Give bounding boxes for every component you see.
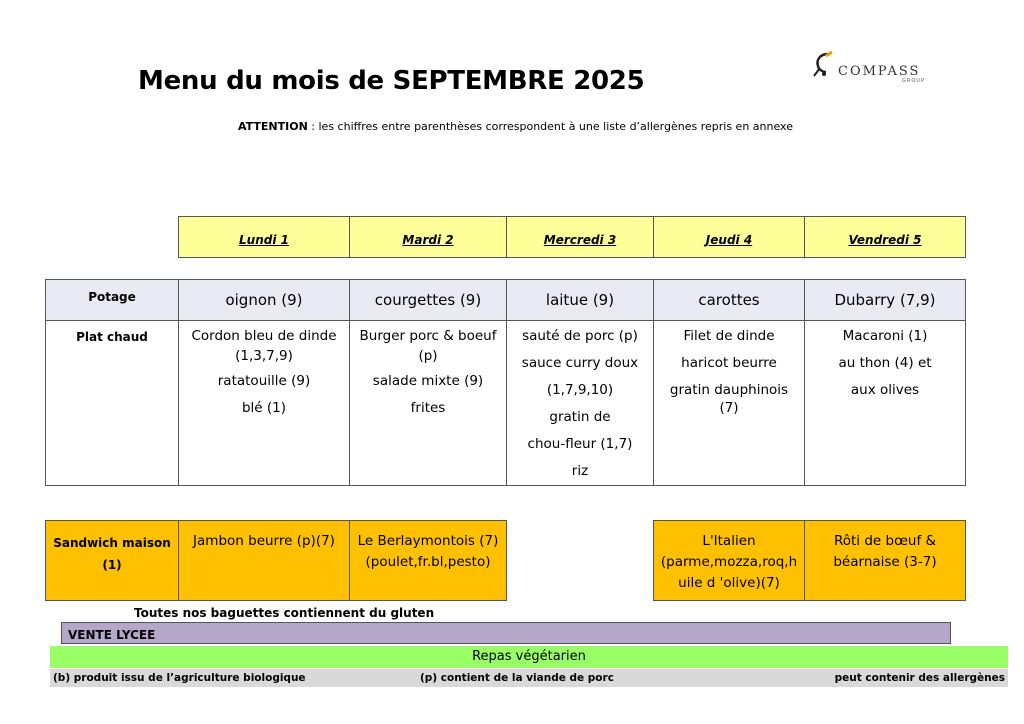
potage-cell-3: laitue (9) bbox=[507, 280, 654, 321]
legend-bar bbox=[50, 669, 1008, 687]
potage-row bbox=[46, 280, 966, 321]
plat-line: Burger porc & boeuf bbox=[359, 328, 497, 344]
plat-line: frites bbox=[410, 400, 446, 416]
sandwich-line: (poulet,fr.bl,pesto) bbox=[365, 554, 491, 570]
plat-line: blé (1) bbox=[241, 400, 287, 416]
plat-line: gratin de bbox=[549, 409, 611, 425]
sandwich-cell-3 bbox=[507, 521, 654, 601]
plat-cell-4 bbox=[654, 321, 805, 486]
sandwich-line: Le Berlaymontois (7) bbox=[357, 533, 499, 549]
plat-line: Macaroni (1) bbox=[842, 328, 928, 344]
attention-note bbox=[238, 120, 793, 133]
plat-line: Cordon bleu de dinde bbox=[191, 328, 337, 344]
sandwich-line: uile d 'olive)(7) bbox=[678, 575, 780, 591]
plat-line: au thon (4) et bbox=[838, 355, 932, 371]
sandwich-row bbox=[46, 521, 966, 601]
potage-label: Potage bbox=[46, 280, 179, 321]
plat-line: chou-fleur (1,7) bbox=[527, 436, 633, 452]
sandwich-label-line: (1) bbox=[102, 558, 122, 572]
gluten-note: Toutes nos baguettes contiennent du gluten bbox=[134, 606, 435, 620]
plat-line: (7) bbox=[719, 400, 739, 416]
vegetarian-bar: Repas végétarien bbox=[50, 646, 1008, 668]
legend-bio: (b) produit issu de l’agriculture biologique bbox=[53, 672, 306, 684]
potage-cell-5: Dubarry (7,9) bbox=[805, 280, 966, 321]
plat-line: Filet de dinde bbox=[683, 328, 775, 344]
sandwich-table bbox=[45, 520, 966, 601]
sandwich-line: (parme,mozza,roq,h bbox=[660, 554, 798, 570]
plat-cell-5 bbox=[805, 321, 966, 486]
legend-allergenes: peut contenir des allergènes bbox=[834, 672, 1005, 684]
potage-cell-2: courgettes (9) bbox=[350, 280, 507, 321]
plat-line: ratatouille (9) bbox=[217, 373, 311, 389]
logo-subtext: GROUP bbox=[902, 78, 925, 84]
sandwich-line: Rôti de bœuf & bbox=[833, 533, 937, 549]
vente-lycee-bar: VENTE LYCEE bbox=[61, 622, 951, 644]
plat-chaud-label: Plat chaud bbox=[46, 321, 179, 486]
plat-line: haricot beurre bbox=[681, 355, 777, 371]
sandwich-cell-1 bbox=[179, 521, 350, 601]
sandwich-cell-5 bbox=[805, 521, 966, 601]
plat-line: riz bbox=[571, 463, 589, 479]
sandwich-cell-4 bbox=[654, 521, 805, 601]
plat-cell-3 bbox=[507, 321, 654, 486]
sandwich-label-line: Sandwich maison bbox=[53, 536, 171, 550]
sandwich-line: béarnaise (3-7) bbox=[833, 554, 937, 570]
plat-line: (p) bbox=[418, 348, 438, 364]
day-header-4: Jeudi 4 bbox=[654, 217, 805, 258]
plat-line: sauté de porc (p) bbox=[522, 328, 638, 344]
plat-line: gratin dauphinois bbox=[669, 382, 789, 398]
plat-line: salade mixte (9) bbox=[372, 373, 484, 389]
day-header-3: Mercredi 3 bbox=[507, 217, 654, 258]
legend-porc: (p) contient de la viande de porc bbox=[420, 672, 614, 684]
attention-label: ATTENTION bbox=[238, 120, 308, 133]
plat-cell-1 bbox=[179, 321, 350, 486]
plat-line: sauce curry doux bbox=[521, 355, 639, 371]
compass-logo bbox=[810, 50, 940, 86]
sandwich-line: Jambon beurre (p)(7) bbox=[193, 533, 335, 549]
plat-line: aux olives bbox=[850, 382, 920, 398]
logo-text: COMPASS bbox=[838, 64, 921, 79]
day-header-1: Lundi 1 bbox=[179, 217, 350, 258]
day-header-2: Mardi 2 bbox=[350, 217, 507, 258]
sandwich-line: L'Italien bbox=[702, 533, 756, 549]
menu-table bbox=[45, 279, 966, 486]
compass-logo-icon bbox=[810, 50, 840, 82]
day-header-5: Vendredi 5 bbox=[805, 217, 966, 258]
sandwich-label bbox=[46, 521, 179, 601]
potage-cell-4: carottes bbox=[654, 280, 805, 321]
plat-cell-2 bbox=[350, 321, 507, 486]
plat-line: (1,3,7,9) bbox=[235, 348, 293, 364]
plat-chaud-row bbox=[46, 321, 966, 486]
page-title: Menu du mois de SEPTEMBRE 2025 bbox=[138, 66, 645, 96]
days-header-table bbox=[178, 216, 966, 258]
potage-cell-1: oignon (9) bbox=[179, 280, 350, 321]
attention-text: : les chiffres entre parenthèses correspondent à une liste d’allergènes repris en annexe bbox=[307, 120, 793, 133]
sandwich-cell-2 bbox=[350, 521, 507, 601]
plat-line: (1,7,9,10) bbox=[546, 382, 614, 398]
